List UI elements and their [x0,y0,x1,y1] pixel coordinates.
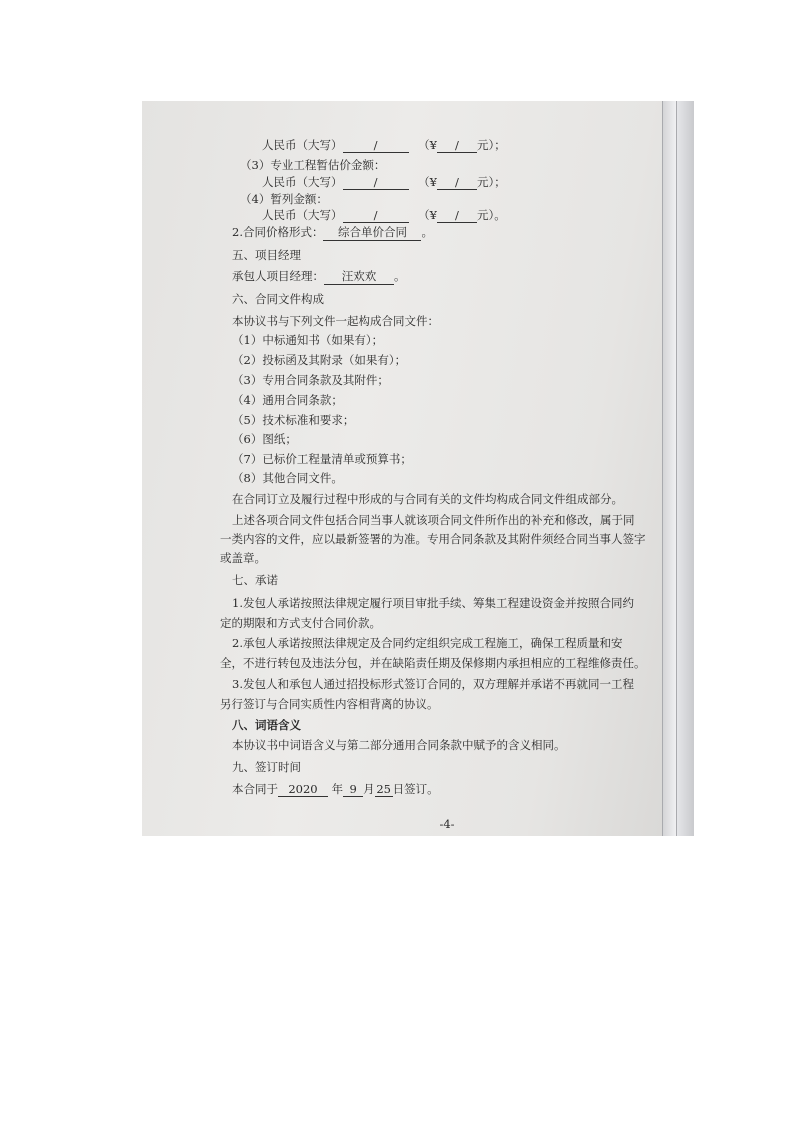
item-4: （4）暂列金额： [240,192,328,206]
doc-item-7: （7）已标价工程量清单或预算书； [232,452,412,466]
paragraph-docs-2: 一类内容的文件，应以最新签署的为准。专用合同条款及其附件须经合同当事人签字 [220,532,646,546]
promise-2b: 全，不进行转包及违法分包，并在缺陷责任期及保修期内承担相应的工程维修责任。 [220,656,646,670]
doc-item-1: （1）中标通知书（如果有）； [232,333,384,347]
promise-3a: 3.发包人和承包人通过招投标形式签订合同的，双方理解并承诺不再就同一工程 [232,677,634,691]
next-page-edge-outer [676,101,694,836]
page-edge-line [662,101,663,836]
section-8-heading: 八、词语含义 [232,718,301,732]
doc-item-3: （3）专用合同条款及其附件； [232,373,389,387]
section-9-heading: 九、签订时间 [232,760,301,774]
project-manager: 承包人项目经理： 汪欢欢 。 [232,269,406,283]
page-number: -4- [439,817,455,831]
docs-intro: 本协议书与下列文件一起构成合同文件： [232,314,439,328]
amount-line-1: 人民币（大写） / （¥ / 元）； [262,138,506,152]
section-5-heading: 五、项目经理 [232,248,301,262]
doc-item-8: （8）其他合同文件。 [232,471,343,485]
paragraph-docs-formed: 在合同订立及履行过程中形成的与合同有关的文件均构成合同文件组成部分。 [232,492,623,506]
doc-item-2: （2）投标函及其附录（如果有）； [232,353,407,367]
doc-item-4: （4）通用合同条款； [232,393,343,407]
promise-1a: 1.发包人承诺按照法律规定履行项目审批手续、筹集工程建设资金并按照合同约 [232,596,634,610]
paragraph-docs-1: 上述各项合同文件包括合同当事人就该项合同文件所作出的补充和修改，属于同 [232,513,635,527]
signing-date: 本合同于 2020 年 9 月 25 日签订。 [232,782,439,796]
amount-line-2: 人民币（大写） / （¥ / 元）； [262,175,506,189]
item-3: （3）专业工程暂估价金额： [240,158,386,172]
section-6-heading: 六、合同文件构成 [232,292,324,306]
section-7-heading: 七、承诺 [232,573,278,587]
next-page-edge [662,101,676,836]
paragraph-docs-3: 或盖章。 [220,551,266,565]
terms-paragraph: 本协议书中词语含义与第二部分通用合同条款中赋予的含义相同。 [232,738,566,752]
page-edge-line-2 [676,101,677,836]
doc-item-6: （6）图纸； [232,432,297,446]
doc-item-5: （5）技术标准和要求； [232,413,355,427]
promise-2a: 2.承包人承诺按照法律规定及合同约定组织完成工程施工，确保工程质量和安 [232,636,623,650]
promise-1b: 定的期限和方式支付合同价款。 [220,616,381,630]
document-photo [142,101,694,836]
promise-3b: 另行签订与合同实质性内容相背离的协议。 [220,697,439,711]
amount-line-3: 人民币（大写） / （¥ / 元）。 [262,208,506,222]
contract-page [220,125,662,831]
contract-price-form: 2.合同价格形式： 综合单价合同 。 [232,225,433,239]
